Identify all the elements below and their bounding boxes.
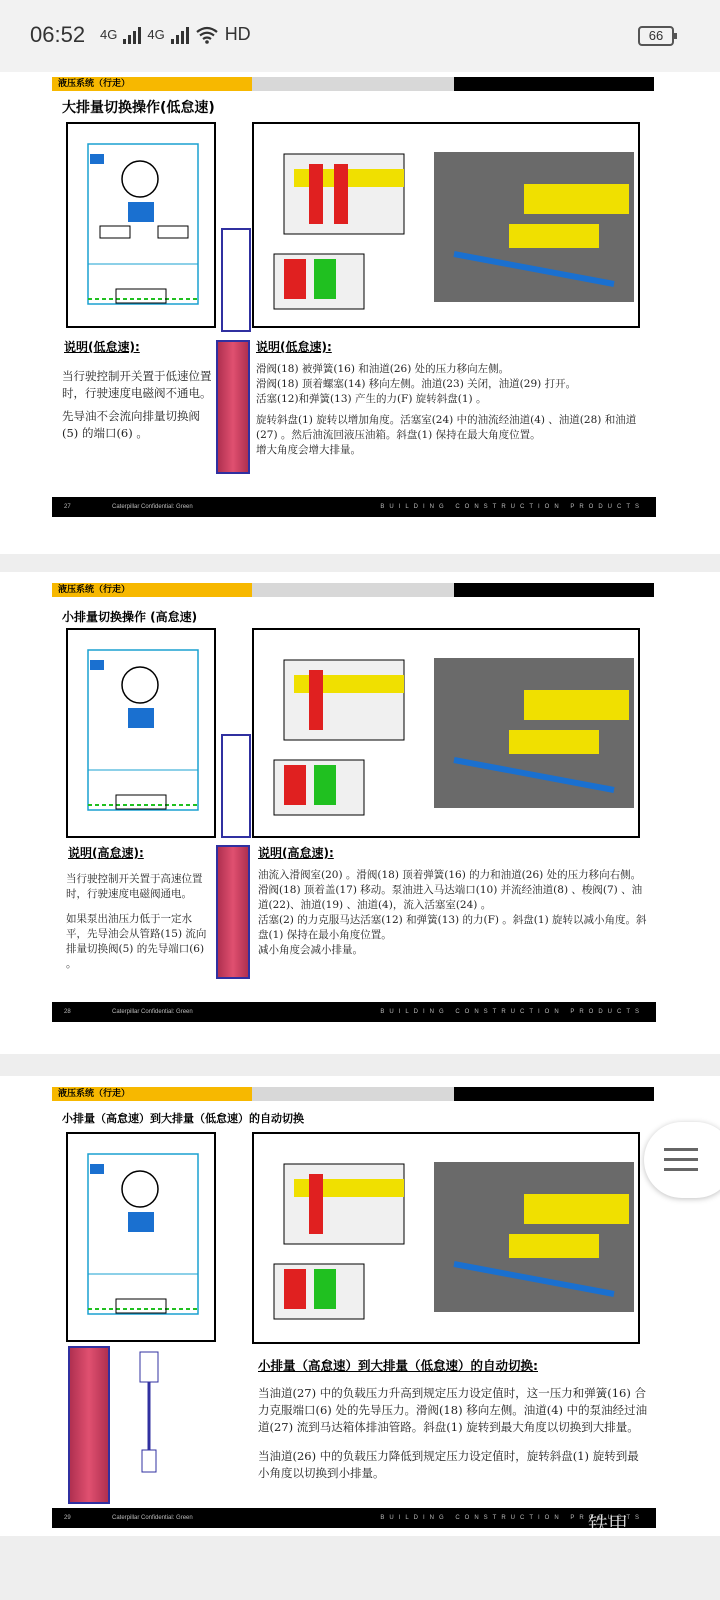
right-heading: 小排量（高怠速）到大排量（低怠速）的自动切换: [258, 1358, 538, 1373]
right-heading: 说明(低怠速): [256, 340, 332, 354]
slide-title: 大排量切换操作(低怠速) [62, 100, 215, 116]
footer-tagline: BUILDING CONSTRUCTION PRODUCTS [380, 1515, 644, 1521]
motor-cross-section [252, 628, 640, 838]
page-number: 28 [64, 1009, 71, 1015]
slide-title: 小排量（高怠速）到大排量（低怠速）的自动切换 [62, 1112, 304, 1125]
footer-tagline: BUILDING CONSTRUCTION PRODUCTS [380, 1009, 644, 1015]
hamburger-menu-icon[interactable] [644, 1122, 720, 1198]
wifi-icon [195, 26, 219, 44]
slide-title: 小排量切换操作 (高怠速) [62, 610, 198, 624]
network-label-2: 4G [147, 27, 165, 42]
valve-spool-drawing [132, 1350, 166, 1476]
left-description [62, 368, 212, 448]
left-heading: 说明(低怠速): [64, 340, 140, 354]
right-paragraph: 活塞(2) 的力克服马达活塞(12) 和弹簧(13) 的力(F) 。斜盘(1) 旋转以减小角度。斜盘(1) 保持在最小角度位置。 [258, 914, 647, 941]
valve-spool-drawing [221, 228, 251, 332]
slide-footer [52, 1508, 656, 1528]
right-paragraph: 活塞(12)和弹簧(13) 产生的力(F) 旋转斜盘(1) 。 [256, 393, 487, 405]
right-paragraph: 当油道(27) 中的负载压力升高到规定压力设定值时，这一压力和弹簧(16) 合力克服端口(6) 处的先导压力。滑阀(18) 移向左侧。油道(4) 中的泵油经过油道(27) 流到马达箱体排油管路。斜盘(1) 旋转到最大角度以切换到大排量。 [258, 1386, 648, 1434]
battery-icon: 66 [638, 26, 674, 46]
hd-label: HD [224, 24, 251, 44]
footer-company: Caterpillar Confidential: Green [112, 1009, 193, 1015]
right-description [258, 868, 650, 964]
valve-spool-photo [68, 1346, 110, 1504]
network-label-1: 4G [100, 27, 118, 42]
footer-company: Caterpillar Confidential: Green [112, 504, 193, 510]
left-paragraph: 如果泵出油压力低于一定水平，先导油会从管路(15) 流向排量切换阀(5) 的先导端口(6) 。 [66, 913, 207, 970]
motor-cross-section [252, 122, 640, 328]
signal-icon-2 [171, 26, 189, 44]
right-paragraph: 滑阀(18) 被弹簧(16) 和油道(26) 处的压力移向左侧。 [256, 363, 510, 375]
right-description [258, 1385, 650, 1488]
footer-tagline: BUILDING CONSTRUCTION PRODUCTS [380, 504, 644, 510]
valve-spool-photo [216, 340, 250, 474]
footer-company: Caterpillar Confidential: Green [112, 1515, 193, 1521]
watermark: 铁甲 [588, 1512, 628, 1536]
right-heading: 说明(高怠速): [258, 846, 334, 860]
page-number: 29 [64, 1515, 71, 1521]
left-paragraph: 当行驶控制开关置于高速位置时，行驶速度电磁阀通电。 [66, 873, 203, 900]
slide-header-bar [52, 1087, 654, 1101]
status-icons [100, 24, 251, 45]
status-bar [0, 0, 720, 72]
page-number: 27 [64, 504, 71, 510]
slide-header: 液压系统（行走） [52, 583, 252, 597]
left-paragraph: 先导油不会流向排量切换阀(5) 的端口(6) 。 [62, 409, 200, 440]
left-heading: 说明(高怠速): [68, 846, 144, 860]
hydraulic-schematic [66, 122, 216, 328]
right-paragraph: 油流入滑阀室(20) 。滑阀(18) 顶着弹簧(16) 的力和油道(26) 处的压力移向右侧。滑阀(18) 顶着盖(17) 移动。泵油进入马达端口(10) 并流经油道(8) 、梭阀(7) 、油道(22)、油道(19) 、油道(4)，流入活塞室(24) 。 [258, 869, 643, 911]
slide-header-bar [52, 77, 654, 91]
signal-icon [123, 26, 141, 44]
left-paragraph: 当行驶控制开关置于低速位置时，行驶速度电磁阀不通电。 [62, 369, 212, 400]
right-paragraph: 旋转斜盘(1) 旋转以增加角度。活塞室(24) 中的油流经油道(4) 、油道(28) 和油道(27) 。然后油流回液压油箱。斜盘(1) 保持在最大角度位置。 [256, 414, 637, 441]
slide-footer [52, 1002, 656, 1022]
slide-header: 液压系统（行走） [52, 77, 252, 91]
right-paragraph: 滑阀(18) 顶着螺塞(14) 移向左侧。油道(23) 关闭，油道(29) 打开。 [256, 378, 577, 390]
slide-header-bar [52, 583, 654, 597]
status-time: 06:52 [30, 22, 86, 47]
hydraulic-schematic [66, 1132, 216, 1342]
right-description [256, 362, 650, 464]
slide-footer [52, 497, 656, 517]
right-paragraph: 增大角度会增大排量。 [256, 444, 361, 456]
right-paragraph: 减小角度会减小排量。 [258, 944, 363, 956]
hydraulic-schematic [66, 628, 216, 838]
slide-header: 液压系统（行走） [52, 1087, 252, 1101]
valve-spool-drawing [221, 734, 251, 838]
left-description [66, 872, 208, 978]
right-paragraph: 当油道(26) 中的负载压力降低到规定压力设定值时，旋转斜盘(1) 旋转到最小角度以切换到小排量。 [258, 1449, 639, 1480]
motor-cross-section [252, 1132, 640, 1344]
valve-spool-photo [216, 845, 250, 979]
